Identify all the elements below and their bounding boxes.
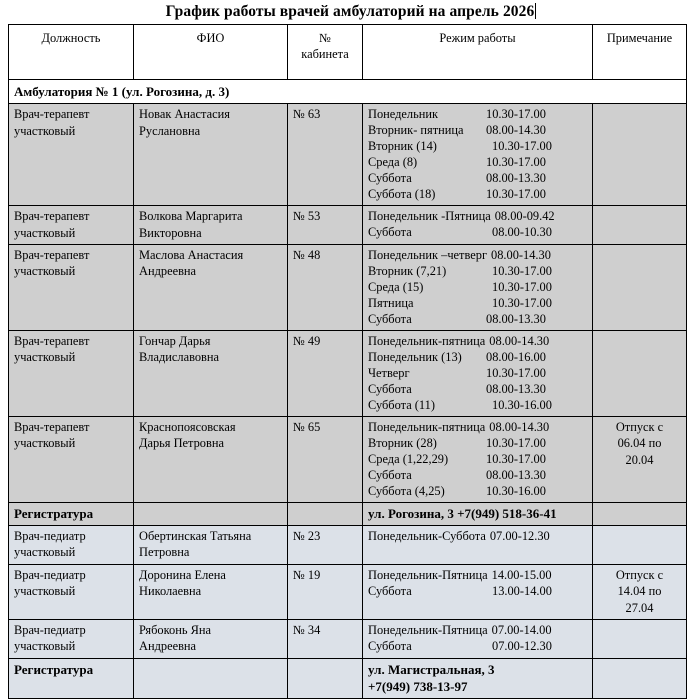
schedule-line bbox=[368, 263, 587, 279]
schedule-time: 08.00-16.00 bbox=[486, 349, 546, 364]
doctors-schedule-table bbox=[8, 24, 687, 699]
schedule-time: 13.00-14.00 bbox=[492, 583, 552, 598]
schedule-line bbox=[368, 295, 587, 311]
schedule-day: Суббота (4,25) bbox=[368, 483, 445, 498]
schedule-line bbox=[368, 349, 587, 365]
schedule-day: Вторник (14) bbox=[368, 139, 437, 154]
section-banner-label: Амбулатория № 1 (ул. Рогозина, д. 3) bbox=[9, 80, 687, 104]
schedule-day: Понедельник (13) bbox=[368, 349, 462, 364]
cell-position bbox=[9, 564, 134, 619]
schedule-day: Понедельник-Пятница bbox=[368, 567, 488, 582]
schedule-time: 10.30-17.00 bbox=[486, 435, 546, 450]
cell-position bbox=[9, 244, 134, 330]
schedule-day: Понедельник-Пятница bbox=[368, 622, 488, 637]
table-row[interactable] bbox=[9, 526, 687, 565]
table-row[interactable] bbox=[9, 244, 687, 330]
room-number: № 65 bbox=[293, 419, 321, 434]
cell-position bbox=[9, 416, 134, 502]
schedule-line bbox=[368, 170, 587, 186]
cell-room-number bbox=[288, 526, 363, 565]
column-header-position bbox=[9, 25, 134, 80]
position-line: Врач-терапевт bbox=[14, 107, 90, 122]
fio-line: Краснопоясовская bbox=[139, 419, 236, 434]
schedule-time: 10.30-17.00 bbox=[486, 451, 546, 466]
cell-fio bbox=[134, 416, 288, 502]
fio-line: Доронина Елена bbox=[139, 567, 226, 582]
schedule-line bbox=[368, 279, 587, 295]
schedule-day: Суббота bbox=[368, 381, 412, 396]
schedule-line bbox=[368, 311, 587, 327]
position-line: Врач-терапевт bbox=[14, 419, 90, 434]
schedule-day: Среда (1,22,29) bbox=[368, 451, 449, 466]
schedule-time: 08.00-14.30 bbox=[491, 247, 551, 262]
table-header-row bbox=[9, 25, 687, 80]
note-line: 06.04 по bbox=[617, 436, 662, 451]
schedule-time: 08.00-13.30 bbox=[486, 381, 546, 396]
schedule-line bbox=[368, 247, 587, 263]
cell-room-number bbox=[288, 564, 363, 619]
room-number: № 19 bbox=[293, 567, 321, 582]
position-line: Врач-терапевт bbox=[14, 247, 90, 262]
registry-row[interactable] bbox=[9, 658, 687, 698]
fio-line: Волкова Маргарита bbox=[139, 209, 243, 224]
cell-fio bbox=[134, 564, 288, 619]
fio-line: Николаевна bbox=[139, 584, 202, 599]
schedule-time: 08.00-09.42 bbox=[494, 209, 555, 224]
registry-row[interactable] bbox=[9, 502, 687, 525]
schedule-day: Понедельник -Пятница bbox=[368, 209, 491, 224]
registry-fio-empty bbox=[134, 502, 288, 525]
text-caret bbox=[535, 3, 536, 19]
position-line: участковый bbox=[14, 584, 76, 599]
cell-position bbox=[9, 104, 134, 206]
schedule-line bbox=[368, 483, 587, 499]
registry-note-empty bbox=[593, 658, 687, 698]
registry-fio-empty bbox=[134, 658, 288, 698]
cell-schedule bbox=[363, 526, 593, 565]
note-line: 27.04 bbox=[625, 600, 654, 615]
column-header-note bbox=[593, 25, 687, 80]
section-banner-row bbox=[9, 80, 687, 104]
cell-note bbox=[593, 619, 687, 658]
fio-line: Петровна bbox=[139, 545, 190, 560]
room-number: № 53 bbox=[293, 209, 321, 224]
schedule-time: 10.30-17.00 bbox=[492, 295, 552, 310]
position-line: участковый bbox=[14, 123, 76, 138]
schedule-time: 08.00-14.30 bbox=[489, 419, 550, 434]
cell-note bbox=[593, 526, 687, 565]
schedule-day: Четверг bbox=[368, 365, 410, 380]
schedule-time: 07.00-12.30 bbox=[489, 529, 550, 544]
cell-note bbox=[593, 416, 687, 502]
fio-line: Дарья Петровна bbox=[139, 436, 224, 451]
table-row[interactable] bbox=[9, 206, 687, 245]
schedule-line bbox=[368, 106, 587, 122]
registry-room-empty bbox=[288, 658, 363, 698]
cell-room-number bbox=[288, 206, 363, 245]
table-row[interactable] bbox=[9, 330, 687, 416]
column-header-label: ФИО bbox=[196, 31, 225, 45]
fio-line: Руслановна bbox=[139, 123, 201, 138]
column-header-label: Режим работы bbox=[439, 31, 516, 45]
schedule-line bbox=[368, 186, 587, 202]
position-line: Врач-педиатр bbox=[14, 567, 86, 582]
registry-contact bbox=[363, 502, 593, 525]
schedule-time: 10.30-17.00 bbox=[486, 155, 546, 170]
registry-label: Регистратура bbox=[9, 658, 134, 698]
schedule-time: 14.00-15.00 bbox=[491, 567, 552, 582]
schedule-time: 07.00-14.00 bbox=[491, 622, 552, 637]
schedule-time: 10.30-16.00 bbox=[486, 483, 546, 498]
registry-contact-line: +7(949) 738-13-97 bbox=[368, 678, 468, 694]
schedule-time: 10.30-17.00 bbox=[486, 365, 546, 380]
fio-line: Андреевна bbox=[139, 264, 197, 279]
table-row[interactable] bbox=[9, 564, 687, 619]
schedule-day: Суббота bbox=[368, 311, 412, 326]
column-header-label: Должность bbox=[41, 31, 101, 45]
schedule-line bbox=[368, 567, 587, 583]
schedule-time: 08.00-14.30 bbox=[486, 123, 546, 138]
column-header-label: Примечание bbox=[606, 31, 673, 45]
cell-room-number bbox=[288, 619, 363, 658]
schedule-day: Суббота bbox=[368, 638, 412, 653]
room-number: № 49 bbox=[293, 333, 321, 348]
note-line: Отпуск с bbox=[615, 567, 664, 582]
fio-line: Маслова Анастасия bbox=[139, 247, 244, 262]
schedule-line bbox=[368, 419, 587, 435]
schedule-time: 08.00-10.30 bbox=[492, 225, 552, 240]
fio-line: Викторовна bbox=[139, 225, 202, 240]
position-line: Врач-терапевт bbox=[14, 333, 90, 348]
schedule-time: 10.30-17.00 bbox=[492, 279, 552, 294]
schedule-time: 07.00-12.30 bbox=[492, 638, 552, 653]
schedule-day: Суббота (11) bbox=[368, 397, 435, 412]
table-row[interactable] bbox=[9, 619, 687, 658]
cell-schedule bbox=[363, 104, 593, 206]
fio-line: Гончар Дарья bbox=[139, 333, 211, 348]
schedule-day: Среда (15) bbox=[368, 279, 424, 294]
cell-position bbox=[9, 206, 134, 245]
cell-note bbox=[593, 330, 687, 416]
room-number: № 34 bbox=[293, 622, 321, 637]
schedule-line bbox=[368, 208, 587, 224]
fio-line: Рябоконь Яна bbox=[139, 622, 211, 637]
schedule-line bbox=[368, 435, 587, 451]
position-line: участковый bbox=[14, 264, 76, 279]
schedule-day: Понедельник bbox=[368, 107, 439, 122]
schedule-table-body bbox=[9, 25, 687, 699]
schedule-time: 10.30-17.00 bbox=[486, 107, 546, 122]
cell-schedule bbox=[363, 416, 593, 502]
registry-label: Регистратура bbox=[9, 502, 134, 525]
registry-contact bbox=[363, 658, 593, 698]
position-line: участковый bbox=[14, 639, 76, 654]
schedule-line bbox=[368, 467, 587, 483]
schedule-line bbox=[368, 138, 587, 154]
cell-room-number bbox=[288, 416, 363, 502]
cell-schedule bbox=[363, 564, 593, 619]
schedule-day: Суббота bbox=[368, 225, 412, 240]
schedule-day: Суббота bbox=[368, 171, 412, 186]
schedule-time: 08.00-14.30 bbox=[489, 333, 550, 348]
cell-position bbox=[9, 526, 134, 565]
fio-line: Новак Анастасия bbox=[139, 107, 230, 122]
schedule-time: 08.00-13.30 bbox=[486, 311, 546, 326]
schedule-time: 10.30-17.00 bbox=[486, 187, 546, 202]
column-header-label: № bbox=[319, 31, 331, 45]
schedule-day: Суббота bbox=[368, 467, 412, 482]
cell-schedule bbox=[363, 330, 593, 416]
schedule-line bbox=[368, 122, 587, 138]
cell-note bbox=[593, 244, 687, 330]
schedule-line bbox=[368, 451, 587, 467]
schedule-day: Вторник- пятница bbox=[368, 123, 464, 138]
schedule-day: Понедельник –четверг bbox=[368, 247, 488, 262]
room-number: № 48 bbox=[293, 247, 321, 262]
cell-fio bbox=[134, 619, 288, 658]
schedule-time: 10.30-16.00 bbox=[492, 397, 552, 412]
cell-note bbox=[593, 104, 687, 206]
column-header-schedule bbox=[363, 25, 593, 80]
schedule-line bbox=[368, 381, 587, 397]
schedule-day: Среда (8) bbox=[368, 155, 418, 170]
position-line: Врач-педиатр bbox=[14, 529, 86, 544]
cell-schedule bbox=[363, 206, 593, 245]
schedule-line bbox=[368, 333, 587, 349]
note-line: 20.04 bbox=[625, 452, 654, 467]
position-line: участковый bbox=[14, 436, 76, 451]
column-header-sublabel: кабинета bbox=[301, 47, 349, 62]
note-line: Отпуск с bbox=[615, 419, 664, 434]
schedule-day: Вторник (7,21) bbox=[368, 263, 447, 278]
page-title bbox=[166, 3, 537, 21]
fio-line: Андреевна bbox=[139, 639, 197, 654]
schedule-line bbox=[368, 365, 587, 381]
registry-note-empty bbox=[593, 502, 687, 525]
cell-position bbox=[9, 330, 134, 416]
registry-contact-line: ул. Рогозина, 3 +7(949) 518-36-41 bbox=[368, 505, 557, 521]
schedule-time: 08.00-13.30 bbox=[486, 467, 546, 482]
cell-fio bbox=[134, 206, 288, 245]
schedule-line bbox=[368, 224, 587, 240]
cell-fio bbox=[134, 104, 288, 206]
schedule-day: Вторник (28) bbox=[368, 435, 437, 450]
schedule-line bbox=[368, 528, 587, 544]
schedule-line bbox=[368, 583, 587, 599]
cell-room-number bbox=[288, 330, 363, 416]
room-number: № 23 bbox=[293, 529, 321, 544]
document-title-bar bbox=[0, 0, 694, 24]
schedule-line bbox=[368, 397, 587, 413]
cell-note bbox=[593, 564, 687, 619]
cell-schedule bbox=[363, 244, 593, 330]
note-line: 14.04 по bbox=[617, 584, 662, 599]
cell-fio bbox=[134, 244, 288, 330]
room-number: № 63 bbox=[293, 107, 321, 122]
cell-fio bbox=[134, 526, 288, 565]
position-line: участковый bbox=[14, 350, 76, 365]
schedule-day: Понедельник-пятница bbox=[368, 333, 486, 348]
schedule-time: 08.00-13.30 bbox=[486, 171, 546, 186]
cell-schedule bbox=[363, 619, 593, 658]
table-row[interactable] bbox=[9, 104, 687, 206]
schedule-time: 10.30-17.00 bbox=[492, 263, 552, 278]
schedule-line bbox=[368, 622, 587, 638]
schedule-day: Суббота (18) bbox=[368, 187, 436, 202]
registry-room-empty bbox=[288, 502, 363, 525]
schedule-line bbox=[368, 154, 587, 170]
fio-line: Владиславовна bbox=[139, 350, 220, 365]
page-title-text: График работы врачей амбулаторий на апрель 2026 bbox=[165, 3, 535, 20]
registry-contact-line: ул. Магистральная, 3 bbox=[368, 661, 495, 677]
schedule-day: Суббота bbox=[368, 583, 412, 598]
schedule-day: Понедельник-пятница bbox=[368, 419, 486, 434]
cell-room-number bbox=[288, 244, 363, 330]
schedule-time: 10.30-17.00 bbox=[492, 139, 552, 154]
cell-position bbox=[9, 619, 134, 658]
cell-room-number bbox=[288, 104, 363, 206]
fio-line: Обертинская Татьяна bbox=[139, 529, 252, 544]
position-line: участковый bbox=[14, 545, 76, 560]
position-line: Врач-терапевт bbox=[14, 209, 90, 224]
position-line: участковый bbox=[14, 225, 76, 240]
schedule-day: Пятница bbox=[368, 295, 414, 310]
cell-fio bbox=[134, 330, 288, 416]
table-row[interactable] bbox=[9, 416, 687, 502]
cell-note bbox=[593, 206, 687, 245]
schedule-day: Понедельник-Суббота bbox=[368, 529, 486, 544]
column-header-room bbox=[288, 25, 363, 80]
column-header-fio bbox=[134, 25, 288, 80]
position-line: Врач-педиатр bbox=[14, 622, 86, 637]
